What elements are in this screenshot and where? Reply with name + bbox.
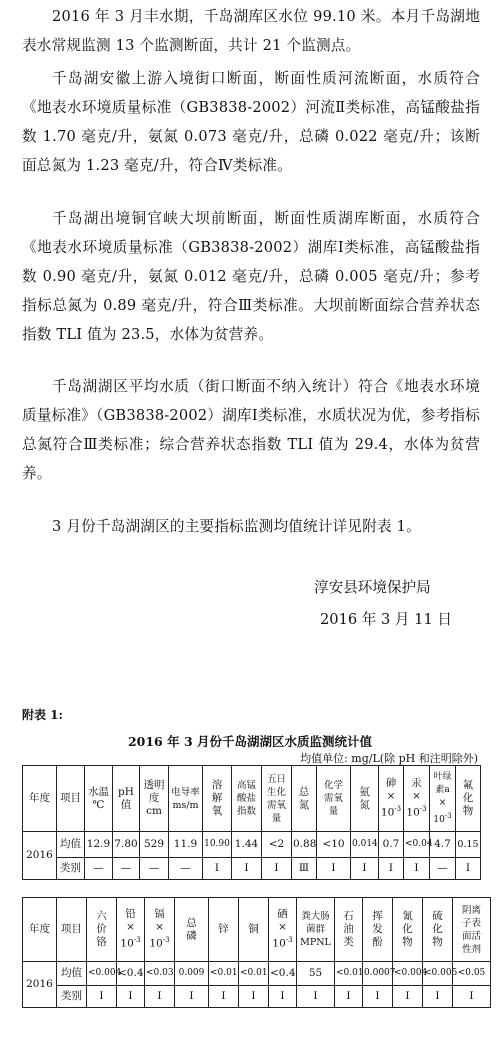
paragraph-dam-section: 千岛湖出境铜官峡大坝前断面，断面性质湖库断面，水质符合《地表水环境质量标准（GB3838-2002）湖库Ⅰ类标准，高锰酸盐指数 0.90 毫克/升，氨氮 0.012 毫克/升，总磷 0.005 毫克/升；参考指标总氮为 0.89 毫克/升，符合Ⅲ类标准。大坝前断面综合营养状态指数 TLI 值为 23.5，水体为贫营养。 [22,210,480,343]
table-cell: Ⅰ [363,986,393,1008]
table-cell: <0.004 [87,962,117,986]
col-chromium-vi: 六 价 铬 [87,898,117,962]
table-cell: 1.44 [232,832,262,858]
col-lead: 铅 × $10^{-3}$ [117,898,145,962]
year-cell: 2016 [23,962,57,1008]
table-cell: 0.88 [292,832,317,858]
col-chlorophyll: 叶绿 素a × $10^{-3}$ [430,766,456,832]
signature-date: 2016 年 3 月 11 日 [320,611,452,628]
table-header-row [23,766,481,832]
table-cell: Ⅰ [297,986,335,1008]
row-label-class: 类别 [57,858,85,880]
paragraph-water-level: 2016 年 3 月丰水期，千岛湖库区水位 99.10 米。本月千岛湖地表水常规监测 13 个监测断面，共计 21 个监测点。 [22,8,480,54]
table-cell: <10 [317,832,351,858]
col-conductivity: 电导率 ms/m [169,766,203,832]
monitoring-table-1 [22,765,481,880]
table-cell: Ⅰ [317,858,351,880]
col-dissolved-oxygen: 溶 解 氧 [203,766,232,832]
col-sulfide: 硫 化 物 [423,898,453,962]
row-label-class: 类别 [57,986,87,1008]
table-cell: Ⅰ [239,986,269,1008]
table-cell: — [113,858,140,880]
table-cell: <0.05 [453,962,491,986]
paragraph-appendix-reference: 3 月份千岛湖湖区的主要指标监测均值统计详见附表 1。 [52,518,421,535]
table-cell: <0.01 [335,962,363,986]
table-cell: Ⅰ [351,858,379,880]
table-cell: Ⅰ [379,858,404,880]
col-selenium: 硒 × $10^{-3}$ [269,898,297,962]
col-water-temp: 水温 ℃ [85,766,113,832]
col-cod: 化学 需氧 量 [317,766,351,832]
table-cell: 0.7 [379,832,404,858]
col-transparency: 透明 度 cm [140,766,169,832]
paragraph-lake-average: 千岛湖湖区平均水质（街口断面不纳入统计）符合《地表水环境质量标准》（GB3838-2002）湖库Ⅰ类标准，水质状况为优，参考指标总氮符合Ⅲ类标准；综合营养状态指数 TLI 值为 29.4，水体为贫营养。 [22,378,480,482]
col-ammonia: 氨 氮 [351,766,379,832]
table-title: 2016 年 3 月份千岛湖湖区水质监测统计值 [127,734,373,749]
table-cell: Ⅰ [209,986,239,1008]
table-cell: — [169,858,203,880]
table-cell: <0.04 [404,832,430,858]
table-cell: 12.9 [85,832,113,858]
row-label-mean: 均值 [57,832,85,858]
table-cell: Ⅰ [453,986,491,1008]
table-cell: Ⅰ [262,858,292,880]
signature-org: 淳安县环境保护局 [314,579,431,596]
table-row-class [23,858,481,880]
table-cell: Ⅲ [292,858,317,880]
col-total-nitrogen: 总 氮 [292,766,317,832]
table-cell: Ⅰ [404,858,430,880]
table-cell: 55 [297,962,335,986]
col-permanganate: 高锰 酸盐 指数 [232,766,262,832]
table-cell: 0.009 [175,962,209,986]
table-cell: 0.0007 [363,962,393,986]
table-cell: 0.014 [351,832,379,858]
monitoring-table-2 [22,897,491,1008]
unit-note: 均值单位: mg/L(除 pH 和注明除外) [300,752,478,765]
table-cell: 10.90 [203,832,232,858]
item-header: 项目 [57,898,87,962]
table-cell: <0.005 [423,962,453,986]
table-cell: Ⅰ [175,986,209,1008]
table-cell: Ⅰ [423,986,453,1008]
year-header: 年度 [23,766,57,832]
table-cell: — [430,858,456,880]
col-ph: pH 值 [113,766,140,832]
table-cell: Ⅰ [117,986,145,1008]
col-bod5: 五日 生化 需氧 量 [262,766,292,832]
table-row-class [23,986,491,1008]
col-fluoride: 氟 化 物 [456,766,481,832]
table-cell: Ⅰ [335,986,363,1008]
row-label-mean: 均值 [57,962,87,986]
table-cell: <0.004 [393,962,423,986]
col-arsenic: 砷 × $10^{-3}$ [379,766,404,832]
table-cell: <0.4 [117,962,145,986]
col-fecal-coliform: 粪大肠 菌群 MPNL [297,898,335,962]
col-anionic-surfactant: 阴离 子表 面活 性剂 [453,898,491,962]
col-cyanide: 氰 化 物 [393,898,423,962]
table-cell: Ⅰ [203,858,232,880]
table-row-mean [23,832,481,858]
table-row-mean [23,962,491,986]
table-cell: <2 [262,832,292,858]
col-copper: 铜 [239,898,269,962]
table-cell: <0.01 [239,962,269,986]
table-cell: Ⅰ [232,858,262,880]
item-header: 项目 [57,766,85,832]
table-cell: Ⅰ [145,986,175,1008]
table-cell: <0.4 [269,962,297,986]
table-cell: 4.7 [430,832,456,858]
year-header: 年度 [23,898,57,962]
col-total-phosphorus: 总 磷 [175,898,209,962]
col-zinc: 锌 [209,898,239,962]
table-cell: <0.03 [145,962,175,986]
table-cell: Ⅰ [456,858,481,880]
year-cell: 2016 [23,832,57,880]
table-cell: — [85,858,113,880]
col-petroleum: 石 油 类 [335,898,363,962]
table-cell: Ⅰ [393,986,423,1008]
table-cell: Ⅰ [269,986,297,1008]
table-cell: 11.9 [169,832,203,858]
table-cell: <0.01 [209,962,239,986]
table-cell: 0.15 [456,832,481,858]
table-header-row [23,898,491,962]
paragraph-jiekou-section: 千岛湖安徽上游入境街口断面，断面性质河流断面，水质符合《地表水环境质量标准（GB3838-2002）河流Ⅱ类标准，高锰酸盐指数 1.70 毫克/升，氨氮 0.073 毫克/升，总磷 0.022 毫克/升；该断面总氮为 1.23 毫克/升，符合Ⅳ类标准。 [22,70,480,174]
table-cell: — [140,858,169,880]
table-cell: 7.80 [113,832,140,858]
col-cadmium: 镉 × $10^{-3}$ [145,898,175,962]
col-volatile-phenol: 挥 发 酚 [363,898,393,962]
col-mercury: 汞 × $10^{-3}$ [404,766,430,832]
table-cell: Ⅰ [87,986,117,1008]
table-cell: 529 [140,832,169,858]
appendix-label: 附表 1: [22,708,63,722]
